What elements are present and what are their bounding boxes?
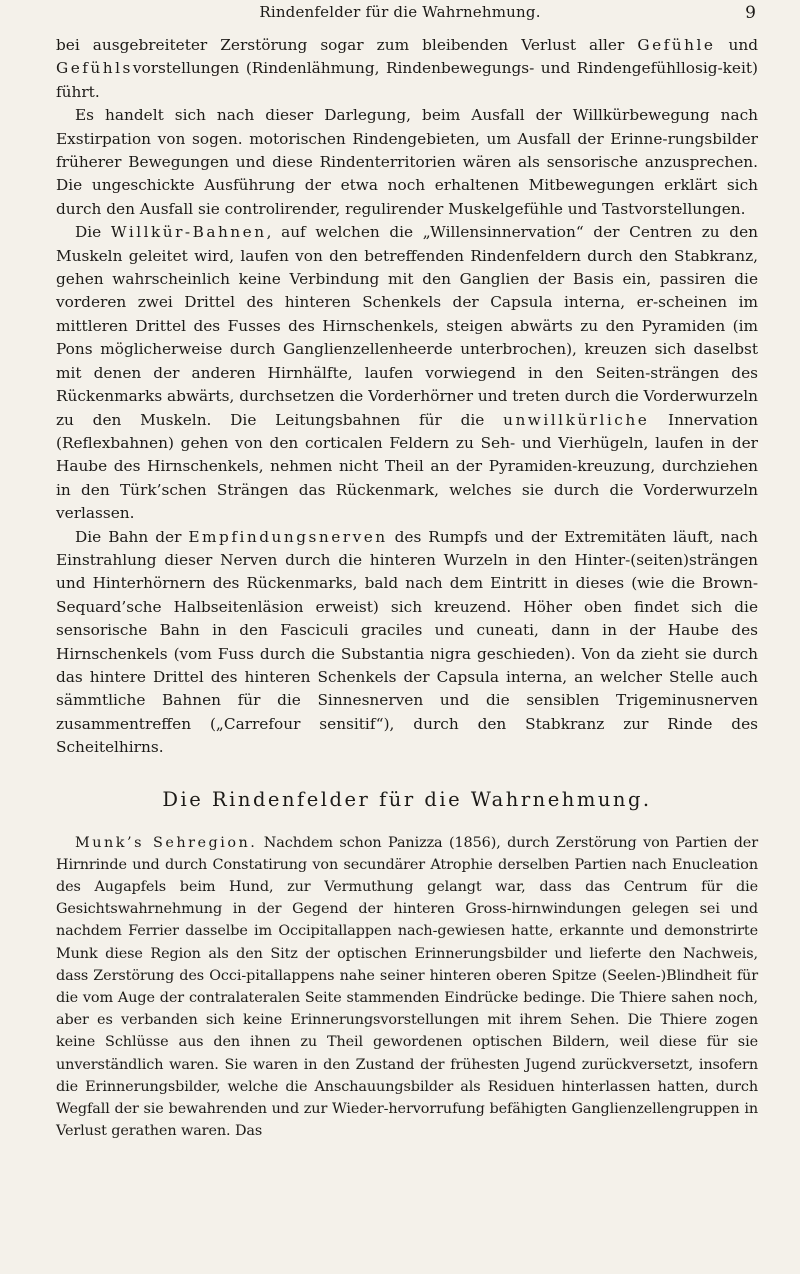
section-heading: Die Rindenfelder für die Wahrnehmung. [162, 787, 652, 811]
paragraph-1-text-c: vorstellungen (Rindenlähmung, Rindenbewegungs- und Rindengefühllosig-keit) führt. [56, 59, 758, 101]
section-paragraph-text: Nachdem schon Panizza (1856), durch Zerstörung von Partien der Hirnrinde und durch Constatirung von secundärer Atrophie derselben Partien nach Enucleation des Augapfels beim Hund, zur Vermuthung gelangt war, dass das Centrum für die Gesichtswahrnehmung in der Gegend der hinteren Gross-hirnwindungen gelegen sei und nachdem Ferrier dasselbe im Occipitallappen nach-gewiesen hatte, erkannte und demonstrirte Munk diese Region als den Sitz der optischen Erinnerungsbilder und lieferte den Nachweis, dass Zerstörung des Occi-pitallappens nahe seiner hinteren oberen Spitze (Seelen-)Blindheit für die vom Auge der contralateralen Seite stammenden Eindrücke bedinge. Die Thiere sahen noch, aber es verbanden sich keine Erinnerungsvorstellungen mit ihrem Sehen. Die Thiere zogen keine Schlüsse aus den ihnen zu Theil gewordenen optischen Bildern, weil diese für sie unverständlich waren. Sie waren in den Zustand der frühesten Jugend zurückversetzt, insofern die Erinnerungsbilder, welche die Anschauungsbilder als Residuen hinterlassen hatten, durch Wegfall der sie bewahrenden und zur Wieder-hervorrufung befähigten Ganglienzellengruppen in Verlust gerathen waren. Das [56, 834, 758, 1140]
paragraph-3-text-b: , auf welchen die „Willensinnervation“ der Centren zu den Muskeln geleitet wird, laufen von den betreffenden Rindenfeldern durch den Stabkranz, gehen wahrscheinlich keine Verbindung mit den Ganglien der Basis ein, passiren die vorderen zwei Drittel des hinteren Schenkels der Capsula interna, er-scheinen im mittleren Drittel des Fusses des Hirnschenkels, steigen abwärts zu den Pyramiden (im Pons möglicherweise durch Ganglienzellenheerde unterbrochen), kreuzen sich daselbst mit denen der anderen Hirnhälfte, laufen vorwiegend in den Seiten-strängen des Rückenmarks abwärts, durchsetzen die Vorderhörner und treten durch die Vorderwurzeln zu den Muskeln. Die Leitungsbahnen für die [56, 223, 758, 429]
section-paragraph-emph: Munk’s Sehregion. [75, 834, 258, 851]
paragraph-4-emph: Empfindungsnerven [188, 527, 388, 546]
paragraph-1 [56, 34, 758, 104]
body-text [56, 34, 758, 1142]
paragraph-1-text-b: und [715, 36, 758, 54]
paragraph-3 [56, 221, 758, 525]
paragraph-2: Es handelt sich nach dieser Darlegung, beim Ausfall der Willkürbewegung nach Exstirpation von sogen. motorischen Rindengebieten, um Ausfall der Erinne-rungsbilder früherer Bewegungen und diese Rindenterritorien wären als sensorische anzusprechen. Die ungeschickte Ausführung der etwa noch erhaltenen Mitbewegungen erklärt sich durch den Ausfall sie controlirender, regulirender Muskelgefühle und Tastvorstellungen. [56, 106, 758, 218]
paragraph-3-emph-a: Willkür-Bahnen [110, 223, 267, 242]
paragraph-3-text-c: Innervation (Reflexbahnen) gehen von den corticalen Feldern zu Seh- und Vierhügeln, laufen in der Haube des Hirnschenkels, nehmen nicht Theil an der Pyramiden-kreuzung, durchziehen in den Türk’schen Strängen das Rückenmark, welches sie durch die Vorderwurzeln verlassen. [56, 410, 758, 523]
paragraph-4-text-b: des Rumpfs und der Extremitäten läuft, nach Einstrahlung dieser Nerven durch die hinteren Wurzeln in den Hinter-(seiten)strängen und Hinterhörnern des Rückenmarks, bald nach dem Eintritt in dieses (wie die Brown-Sequard’sche Halbseitenläsion erweist) sich kreuzend. Höher oben findet sich die sensorische Bahn in den Fasciculi graciles und cuneati, dann in der Haube des Hirnschenkels (vom Fuss durch die Substantia nigra geschieden). Von da zieht sie durch das hintere Drittel des hinteren Schenkels der Capsula interna, an welcher Stelle auch sämmtliche Bahnen für die Sinnesnerven und die sensiblen Trigeminusnerven zusammentreffen („Carrefour sensitif“), durch den Stabkranz zur Rinde des Scheitelhirns. [56, 527, 758, 757]
paragraph-1-emph-a: Gefühle [637, 36, 716, 54]
section-paragraph [56, 832, 758, 1143]
page-number: 9 [745, 3, 756, 23]
paragraph-1-text-a: bei ausgebreiteter Zerstörung sogar zum bleibenden Verlust aller [56, 36, 638, 54]
paragraph-4 [56, 526, 758, 760]
paragraph-4-text-a: Die Bahn der [75, 527, 189, 546]
paragraph-3-emph-b: unwillkürliche [503, 410, 650, 429]
paragraph-1-emph-b: Gefühls [56, 59, 133, 78]
paragraph-3-text-a: Die [75, 223, 111, 242]
running-title: Rindenfelder für die Wahrnehmung. [259, 3, 541, 21]
running-head [0, 3, 800, 29]
